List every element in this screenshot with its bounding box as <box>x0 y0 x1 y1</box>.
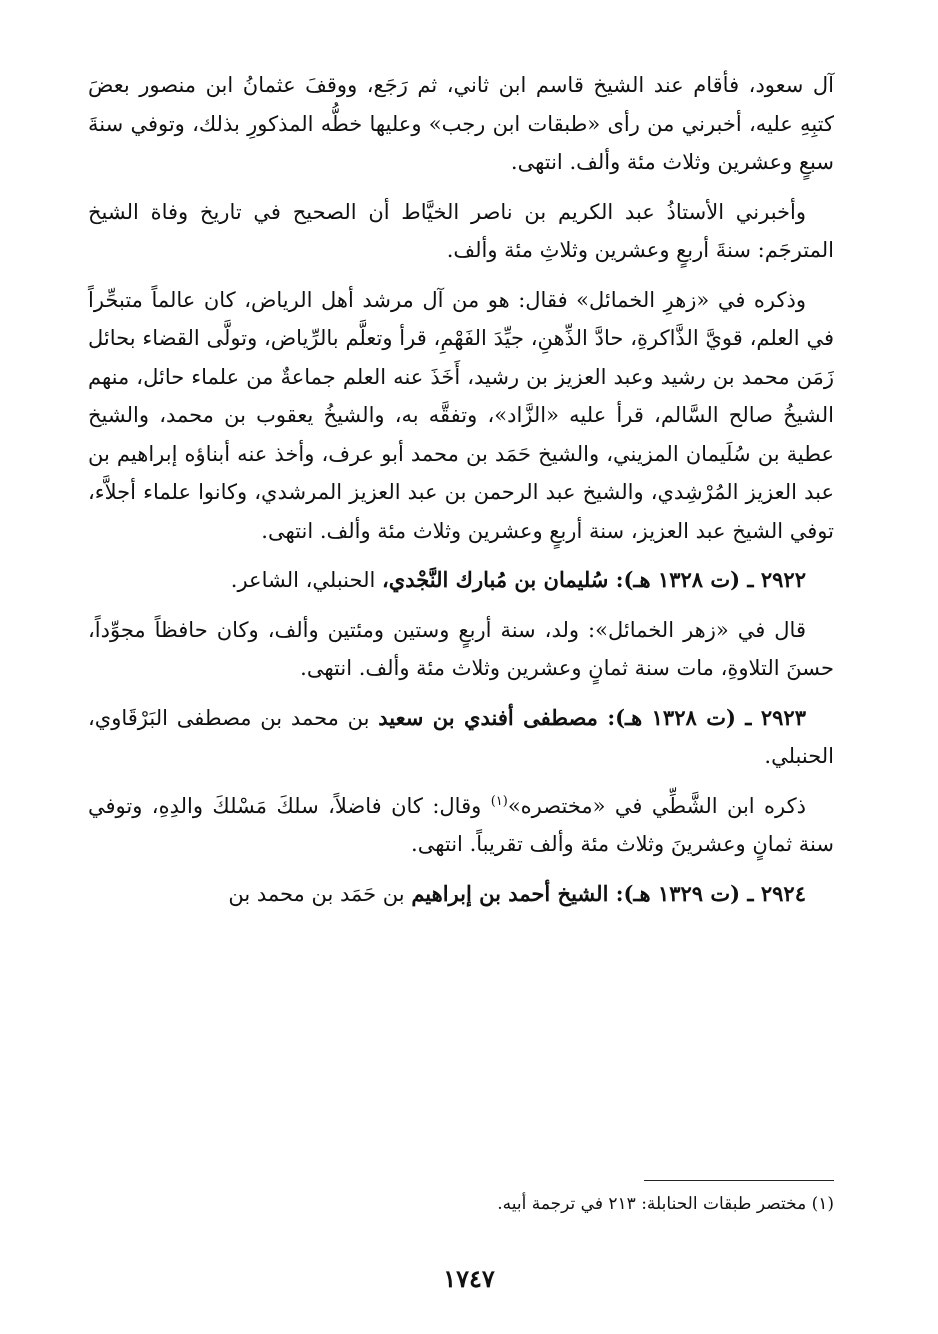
paragraph-text: وقال: كان فاضلاً، سلكَ مَسْلكَ والدِهِ، وتوفي سنة ثمانٍ وعشرينَ وثلاث مئة وألف تقريباً. انتهى. <box>88 793 834 856</box>
entry-text: بن محمد بن مصطفى البَرْقَاوي، الحنبلي. <box>88 705 834 768</box>
entry-heading: ٢٩٢٢ ـ (ت ١٣٢٨ هـ): سُليمان بن مُبارك النَّجْدي، <box>382 567 806 592</box>
paragraph-death-date-note <box>88 193 834 270</box>
paragraph-text: وذكره في «زهرِ الخمائل» فقال: هو من آل مرشد أهل الرياض، كان عالماً متبحِّراً في العلم، قويَّ الذَّاكرةِ، حادَّ الذِّهنِ، جيِّدَ الفَهْمِ، قرأ وتعلَّم بالرِّياض، وتولَّى القضاء بحائل زَمَن محمد بن رشيد وعبد العزيز بن رشيد، أَخَذَ عنه العلم جماعةٌ من علماء حائل، منهم الشيخُ صالح السَّالم، قرأ عليه «الزَّاد»، وتفقَّه به، والشيخُ يعقوب بن محمد، والشيخ عطية بن سُلَيمان المزيني، والشيخ حَمَد بن محمد أبو عرف، وأخذ عنه أبناؤه إبراهيم بن عبد العزيز المُرْشِدي، والشيخ عبد الرحمن بن عبد العزيز المرشدي، وكانوا علماء أجلاَّء، توفي الشيخ عبد العزيز، سنة أربعٍ وعشرين وثلاث مئة وألف. انتهى. <box>88 287 834 543</box>
entry-text: بن حَمَد بن محمد بن <box>228 881 412 906</box>
paragraph-continuation <box>88 66 834 182</box>
paragraph-text: ذكره ابن الشَّطِّي في «مختصره» <box>507 793 806 818</box>
entry-2923 <box>88 699 834 776</box>
footnote-separator <box>644 1180 834 1181</box>
entry-2924 <box>88 875 834 914</box>
paragraph-text: وأخبرني الأستاذُ عبد الكريم بن ناصر الخيَّاط أن الصحيح في تاريخ وفاة الشيخ المترجَم: سنةَ أربعٍ وعشرين وثلاثِ مئة وألف. <box>88 199 834 262</box>
paragraph-zahr-al-khamail <box>88 281 834 551</box>
paragraph-2922-bio <box>88 611 834 688</box>
entry-heading: ٢٩٢٤ ـ (ت ١٣٢٩ هـ): الشيخ أحمد بن إبراهيم <box>411 880 806 906</box>
footnote-reference[interactable]: (١) <box>490 793 508 809</box>
entry-text: الحنبلي، الشاعر. <box>230 568 382 592</box>
paragraph-text: قال في «زهر الخمائل»: ولد، سنة أربعٍ وستين ومئتين وألف، وكان حافظاً مجوِّداً، حسنَ التلاوةِ، مات سنة ثمانٍ وعشرين وثلاث مئة وألف. انتهى. <box>88 617 834 680</box>
paragraph-text: آل سعود، فأقام عند الشيخ قاسم ابن ثاني، ثم رَجَع، ووقفَ عثمانُ ابن منصور بعضَ كتبِهِ عليه، أخبرني من رأى «طبقات ابن رجب» وعليها خطُّه المذكورِ بذلك، وتوفي سنةَ سبعٍ وعشرين وثلاث مئة وألف. انتهى. <box>88 73 834 174</box>
paragraph-2923-bio <box>88 787 834 864</box>
main-text <box>88 66 834 913</box>
entry-heading: ٢٩٢٣ ـ (ت ١٣٢٨ هـ): مصطفى أفندي بن سعيد <box>378 704 806 730</box>
entry-2922 <box>88 561 834 600</box>
footnote: (١) مختصر طبقات الحنابلة: ٢١٣ في ترجمة أبيه. <box>497 1194 834 1214</box>
page-number: ١٧٤٧ <box>443 1264 495 1293</box>
